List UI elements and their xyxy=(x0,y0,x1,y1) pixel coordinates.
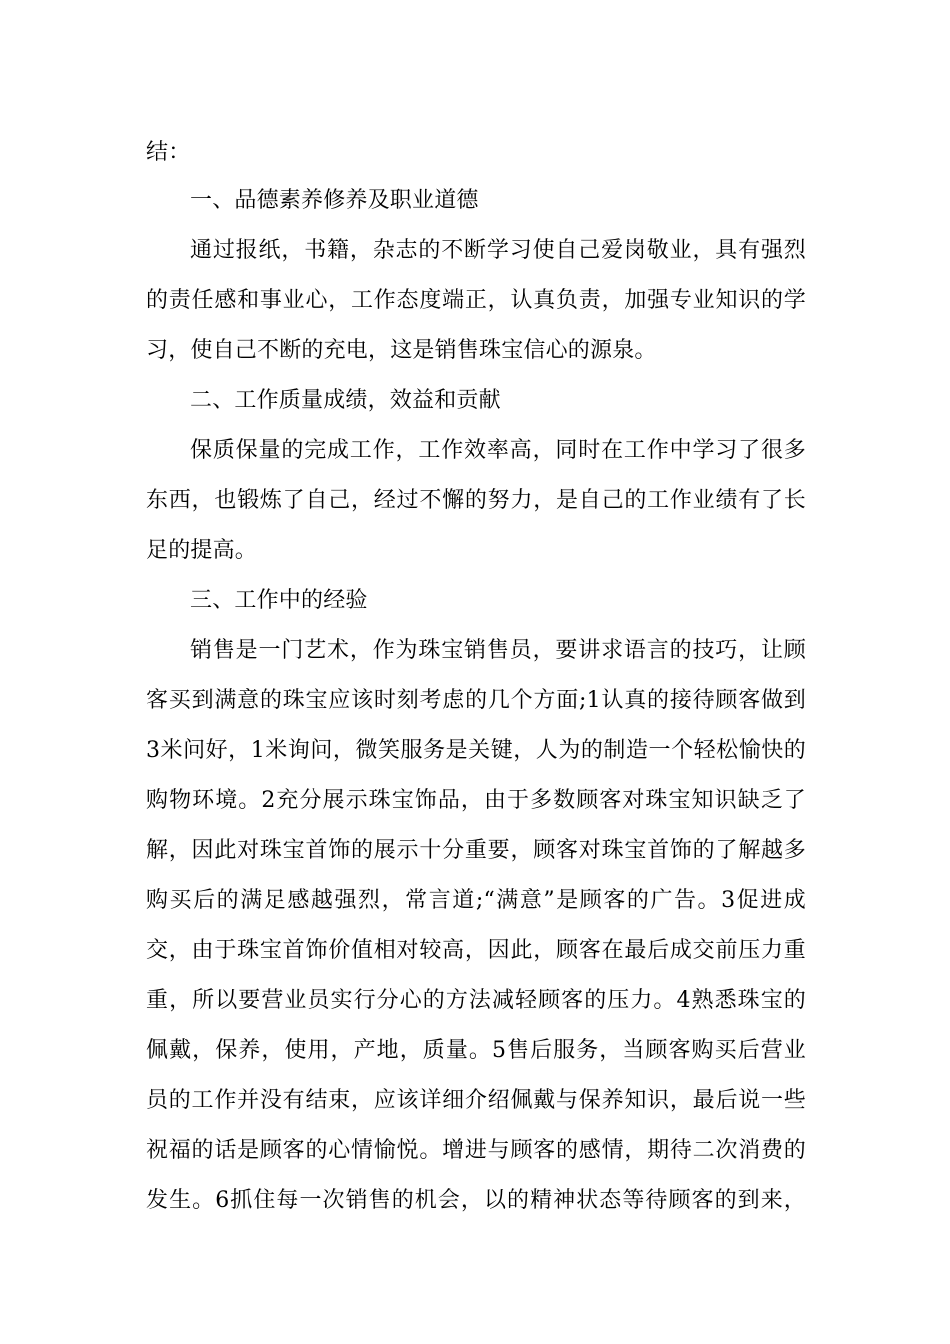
section-heading-2: 二、工作质量成绩，效益和贡献 xyxy=(190,388,501,413)
paragraph-line: 3米问好，1米询问，微笑服务是关键，人为的制造一个轻松愉快的 xyxy=(146,738,806,763)
paragraph-line: 重，所以要营业员实行分心的方法减轻顾客的压力。4熟悉珠宝的 xyxy=(146,988,806,1013)
paragraph-line: 客买到满意的珠宝应该时刻考虑的几个方面;1认真的接待顾客做到 xyxy=(146,688,806,713)
paragraph-line: 购买后的满足感越强烈，常言道;“满意”是顾客的广告。3促进成 xyxy=(146,888,806,913)
paragraph-line: 员的工作并没有结束，应该详细介绍佩戴与保养知识，最后说一些 xyxy=(146,1088,806,1113)
paragraph-line: 购物环境。2充分展示珠宝饰品，由于多数顾客对珠宝知识缺乏了 xyxy=(146,788,806,813)
section-heading-3: 三、工作中的经验 xyxy=(190,588,368,613)
paragraph-line: 通过报纸，书籍，杂志的不断学习使自己爱岗敬业，具有强烈 xyxy=(190,238,806,263)
paragraph-line: 保质保量的完成工作，工作效率高，同时在工作中学习了很多 xyxy=(190,438,806,463)
paragraph-line: 解，因此对珠宝首饰的展示十分重要，顾客对珠宝首饰的了解越多 xyxy=(146,838,806,863)
paragraph-line: 销售是一门艺术，作为珠宝销售员，要讲求语言的技巧，让顾 xyxy=(190,638,806,663)
section-heading-1: 一、品德素养修养及职业道德 xyxy=(190,188,479,213)
paragraph-line: 的责任感和事业心，工作态度端正，认真负责，加强专业知识的学 xyxy=(146,288,806,313)
paragraph-line: 习，使自己不断的充电，这是销售珠宝信心的源泉。 xyxy=(146,338,657,363)
paragraph-line: 交，由于珠宝首饰价值相对较高，因此，顾客在最后成交前压力重 xyxy=(146,938,806,963)
paragraph-line: 东西，也锻炼了自己，经过不懈的努力，是自己的工作业绩有了长 xyxy=(146,488,806,513)
paragraph-line: 佩戴，保养，使用，产地，质量。5售后服务，当顾客购买后营业 xyxy=(146,1038,806,1063)
paragraph-line: 足的提高。 xyxy=(146,538,258,563)
paragraph-line: 发生。6抓住每一次销售的机会，以的精神状态等待顾客的到来， xyxy=(146,1188,806,1213)
text-line-closing: 结： xyxy=(146,140,191,165)
paragraph-line: 祝福的话是顾客的心情愉悦。增进与顾客的感情，期待二次消费的 xyxy=(146,1138,806,1163)
